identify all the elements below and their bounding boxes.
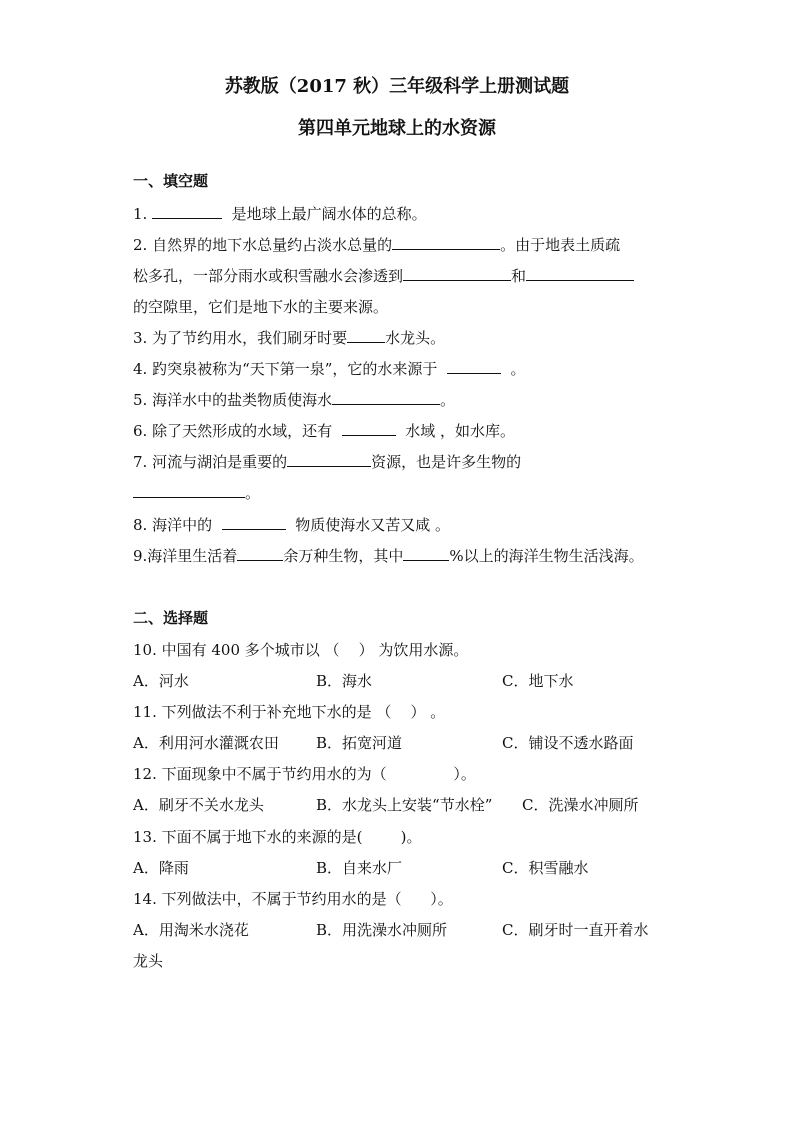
question-8: 8. 海洋中的 物质使海水又苦又咸 。	[133, 516, 450, 534]
option-a[interactable]: A．用淘米水浇花	[133, 921, 249, 939]
question-14: 14. 下列做法中，不属于节约用水的是（ ）。	[133, 890, 453, 908]
option-c[interactable]: C．洗澡水冲厕所	[522, 796, 639, 814]
answer-blank[interactable]	[347, 328, 385, 343]
answer-blank[interactable]	[342, 421, 396, 436]
question-1: 1. 是地球上最广阔水体的总称。	[133, 205, 427, 223]
question-9: 9.海洋里生活着 余万种生物，其中 %以上的海洋生物生活浅海。	[133, 547, 644, 565]
question-7-line-2: 。	[133, 482, 260, 503]
question-6: 6. 除了天然形成的水域，还有 水域 ，如水库。	[133, 422, 515, 440]
question-12: 12. 下面现象中不属于节约用水的为（ ）。	[133, 765, 476, 783]
answer-blank[interactable]	[237, 546, 283, 561]
answer-blank[interactable]	[332, 390, 440, 405]
answer-blank[interactable]	[403, 266, 511, 281]
answer-blank[interactable]	[403, 546, 449, 561]
page-title: 苏教版（2017 秋）三年级科学上册测试题	[224, 76, 570, 97]
answer-blank[interactable]	[392, 235, 500, 250]
option-b[interactable]: B．拓宽河道	[316, 734, 403, 752]
option-c[interactable]: C．地下水	[502, 672, 574, 690]
answer-blank[interactable]	[152, 204, 222, 219]
option-c-continuation: 龙头	[133, 952, 164, 970]
option-c[interactable]: C．铺设不透水路面	[502, 734, 634, 752]
option-b[interactable]: B．自来水厂	[316, 859, 403, 877]
answer-blank[interactable]	[133, 483, 245, 498]
question-2-line-2: 松多孔，一部分雨水或积雪融水会渗透到 和	[133, 265, 634, 286]
option-c[interactable]: C．积雪融水	[502, 859, 589, 877]
question-5: 5. 海洋水中的盐类物质使海水 。	[133, 391, 456, 409]
option-b[interactable]: B．海水	[316, 672, 373, 690]
section-heading-fill-in: 一、填空题	[133, 172, 209, 190]
option-b[interactable]: B．用洗澡水冲厕所	[316, 921, 448, 939]
question-2-line-3: 的空隙里，它们是地下水的主要来源。	[133, 298, 389, 316]
section-heading-multiple-choice: 二、选择题	[133, 609, 209, 627]
option-c[interactable]: C．刷牙时一直开着水	[502, 921, 649, 939]
answer-blank[interactable]	[222, 515, 286, 530]
question-2-line-1: 2. 自然界的地下水总量约占淡水总量的 。由于地表土质疏	[133, 236, 621, 254]
option-b[interactable]: B．水龙头上安装“节水栓”	[316, 796, 493, 814]
option-a[interactable]: A．利用河水灌溉农田	[133, 734, 279, 752]
option-a[interactable]: A．降雨	[133, 859, 189, 877]
option-a[interactable]: A．河水	[133, 672, 189, 690]
question-11: 11. 下列做法不利于补充地下水的是 （ ） 。	[133, 703, 446, 721]
question-4: 4. 趵突泉被称为“天下第一泉”，它的水来源于 。	[133, 360, 526, 378]
question-10: 10. 中国有 400 多个城市以 （ ） 为饮用水源。	[133, 641, 469, 659]
page-subtitle: 第四单元地球上的水资源	[298, 118, 496, 139]
question-13: 13. 下面不属于地下水的来源的是( )。	[133, 828, 422, 846]
answer-blank[interactable]	[287, 452, 371, 467]
answer-blank[interactable]	[447, 359, 501, 374]
answer-blank[interactable]	[526, 266, 634, 281]
question-7-line-1: 7. 河流与湖泊是重要的 资源，也是许多生物的	[133, 453, 522, 471]
option-a[interactable]: A．刷牙不关水龙头	[133, 796, 264, 814]
question-3: 3. 为了节约用水，我们刷牙时要 水龙头。	[133, 329, 446, 347]
